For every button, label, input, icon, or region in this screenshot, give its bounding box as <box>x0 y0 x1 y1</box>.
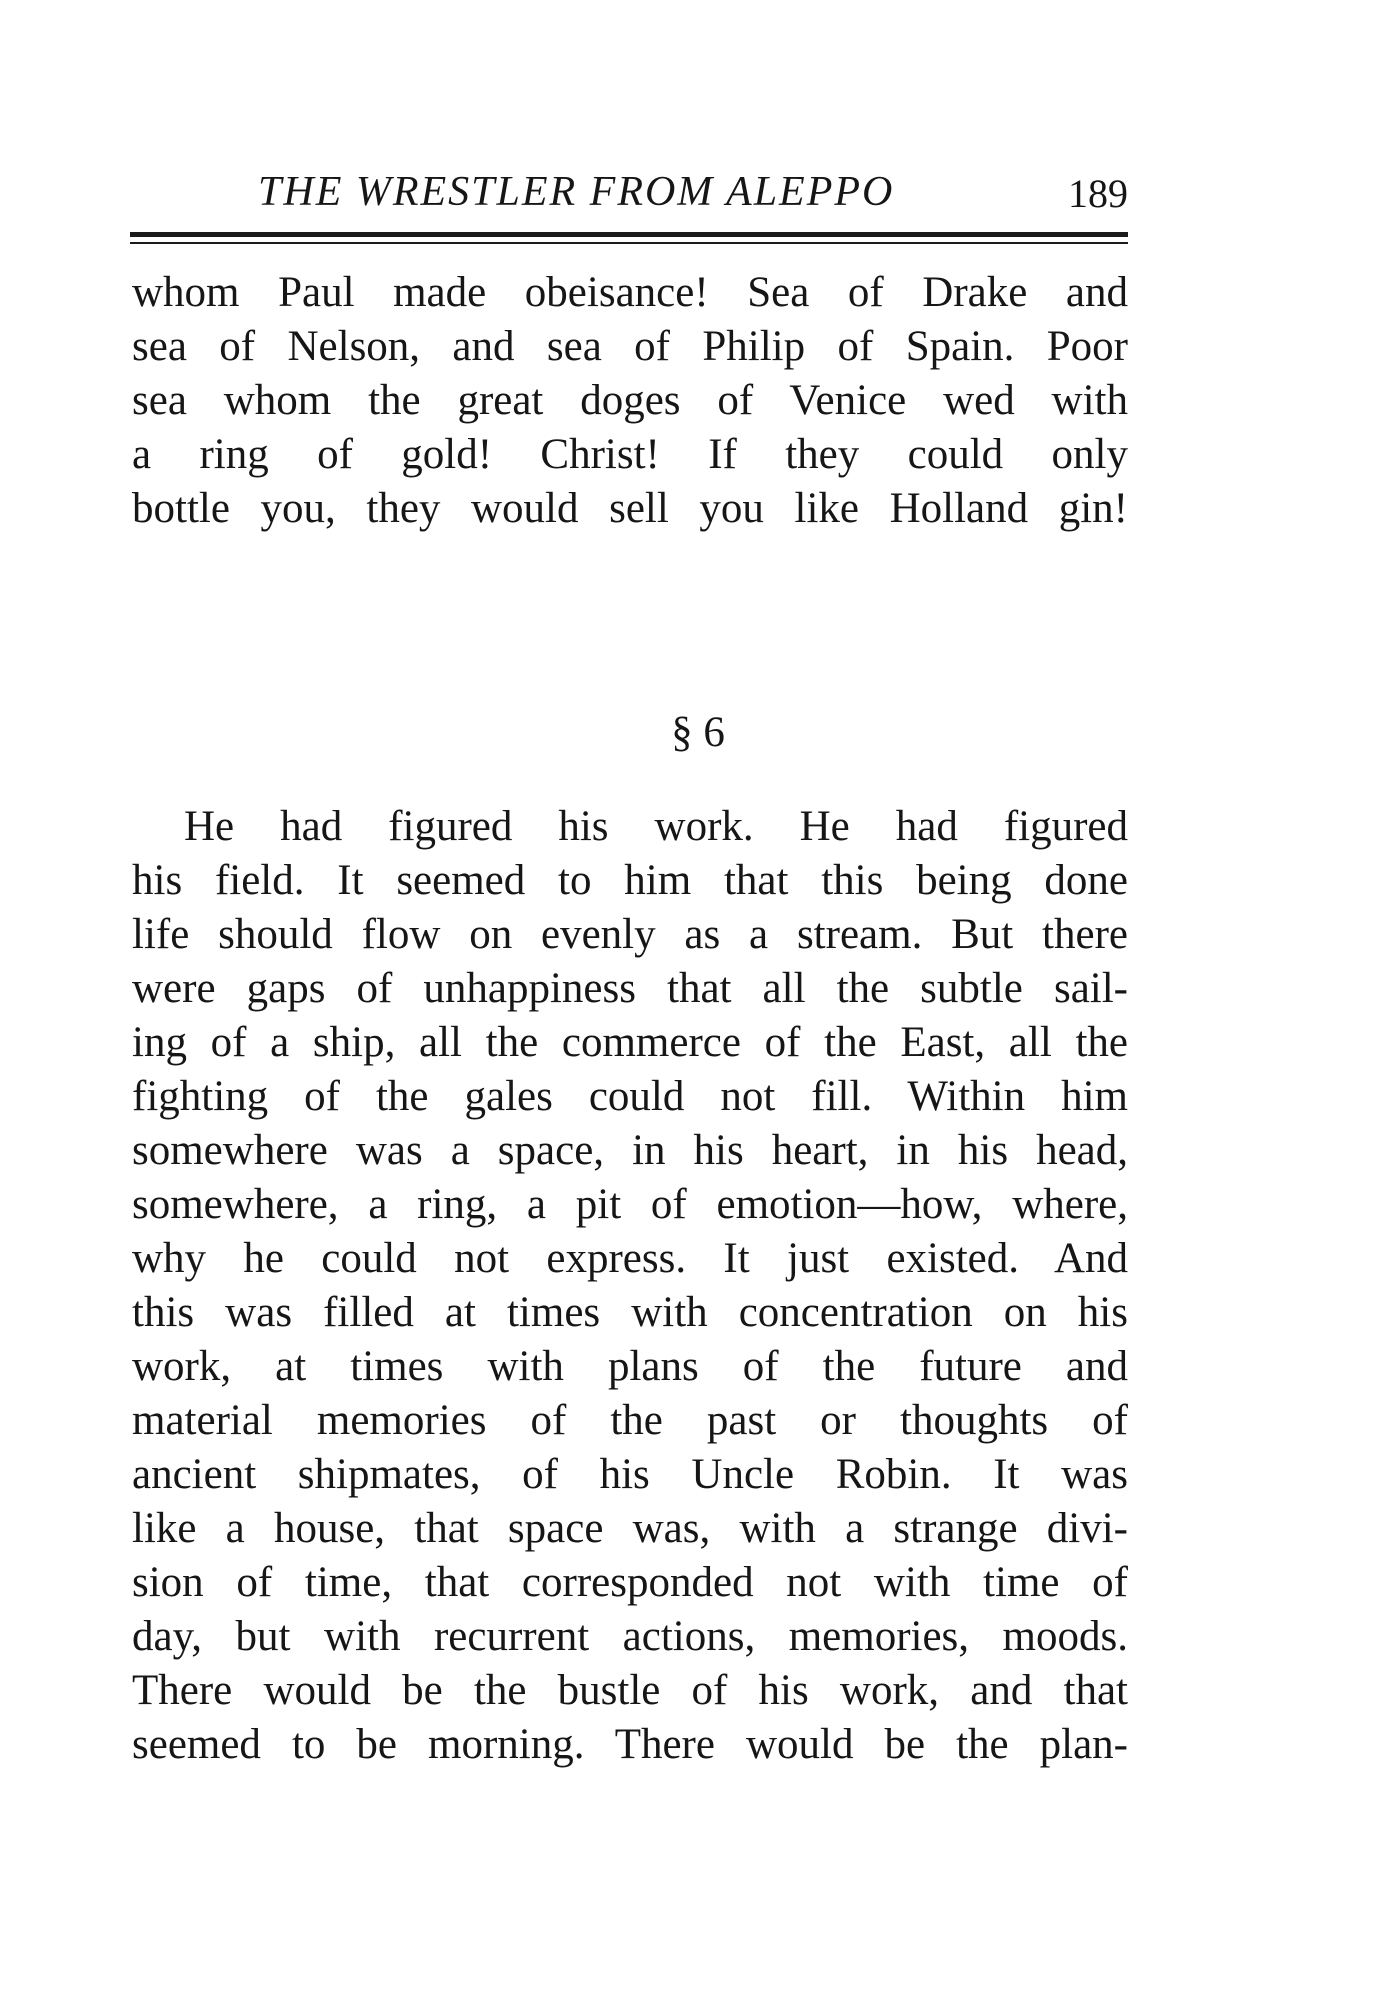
text-line: his field. It seemed to him that this being done <box>132 857 1128 904</box>
paragraph-1 <box>132 266 1128 536</box>
text-line: sea of Nelson, and sea of Philip of Spain. Poor <box>132 323 1128 370</box>
text-line: were gaps of unhappiness that all the subtle sail- <box>132 965 1128 1012</box>
text-line: day, but with recurrent actions, memories, moods. <box>132 1613 1128 1660</box>
text-line: life should flow on evenly as a stream. But there <box>132 911 1128 958</box>
text-line: He had figured his work. He had figured <box>184 803 1128 850</box>
text-line: this was filled at times with concentration on his <box>132 1289 1128 1336</box>
text-line: somewhere, a ring, a pit of emotion—how, where, <box>132 1181 1128 1228</box>
text-line: a ring of gold! Christ! If they could only <box>132 431 1128 478</box>
text-line: ancient shipmates, of his Uncle Robin. It was <box>132 1451 1128 1498</box>
running-title: THE WRESTLER FROM ALEPPO <box>258 169 895 215</box>
text-line: somewhere was a space, in his heart, in his head, <box>132 1127 1128 1174</box>
section-heading: § 6 <box>671 709 725 756</box>
text-line: fighting of the gales could not fill. Within him <box>132 1073 1128 1120</box>
paragraph-2 <box>132 800 1128 1772</box>
text-line: ing of a ship, all the commerce of the East, all the <box>132 1019 1128 1066</box>
text-line: sion of time, that corresponded not with time of <box>132 1559 1128 1606</box>
header-rule-thick <box>130 232 1128 237</box>
text-line: whom Paul made obeisance! Sea of Drake and <box>132 269 1128 316</box>
text-line: like a house, that space was, with a strange divi- <box>132 1505 1128 1552</box>
text-line: seemed to be morning. There would be the plan- <box>132 1721 1128 1768</box>
text-line: material memories of the past or thoughts of <box>132 1397 1128 1444</box>
page-header <box>130 168 1128 228</box>
page-number: 189 <box>1068 171 1128 216</box>
text-line: why he could not express. It just existed. And <box>132 1235 1128 1282</box>
text-line: There would be the bustle of his work, and that <box>132 1667 1128 1714</box>
header-rule-thin <box>130 242 1128 244</box>
text-line: sea whom the great doges of Venice wed with <box>132 377 1128 424</box>
text-line: work, at times with plans of the future and <box>132 1343 1128 1390</box>
text-line: bottle you, they would sell you like Holland gin! <box>132 485 1128 532</box>
